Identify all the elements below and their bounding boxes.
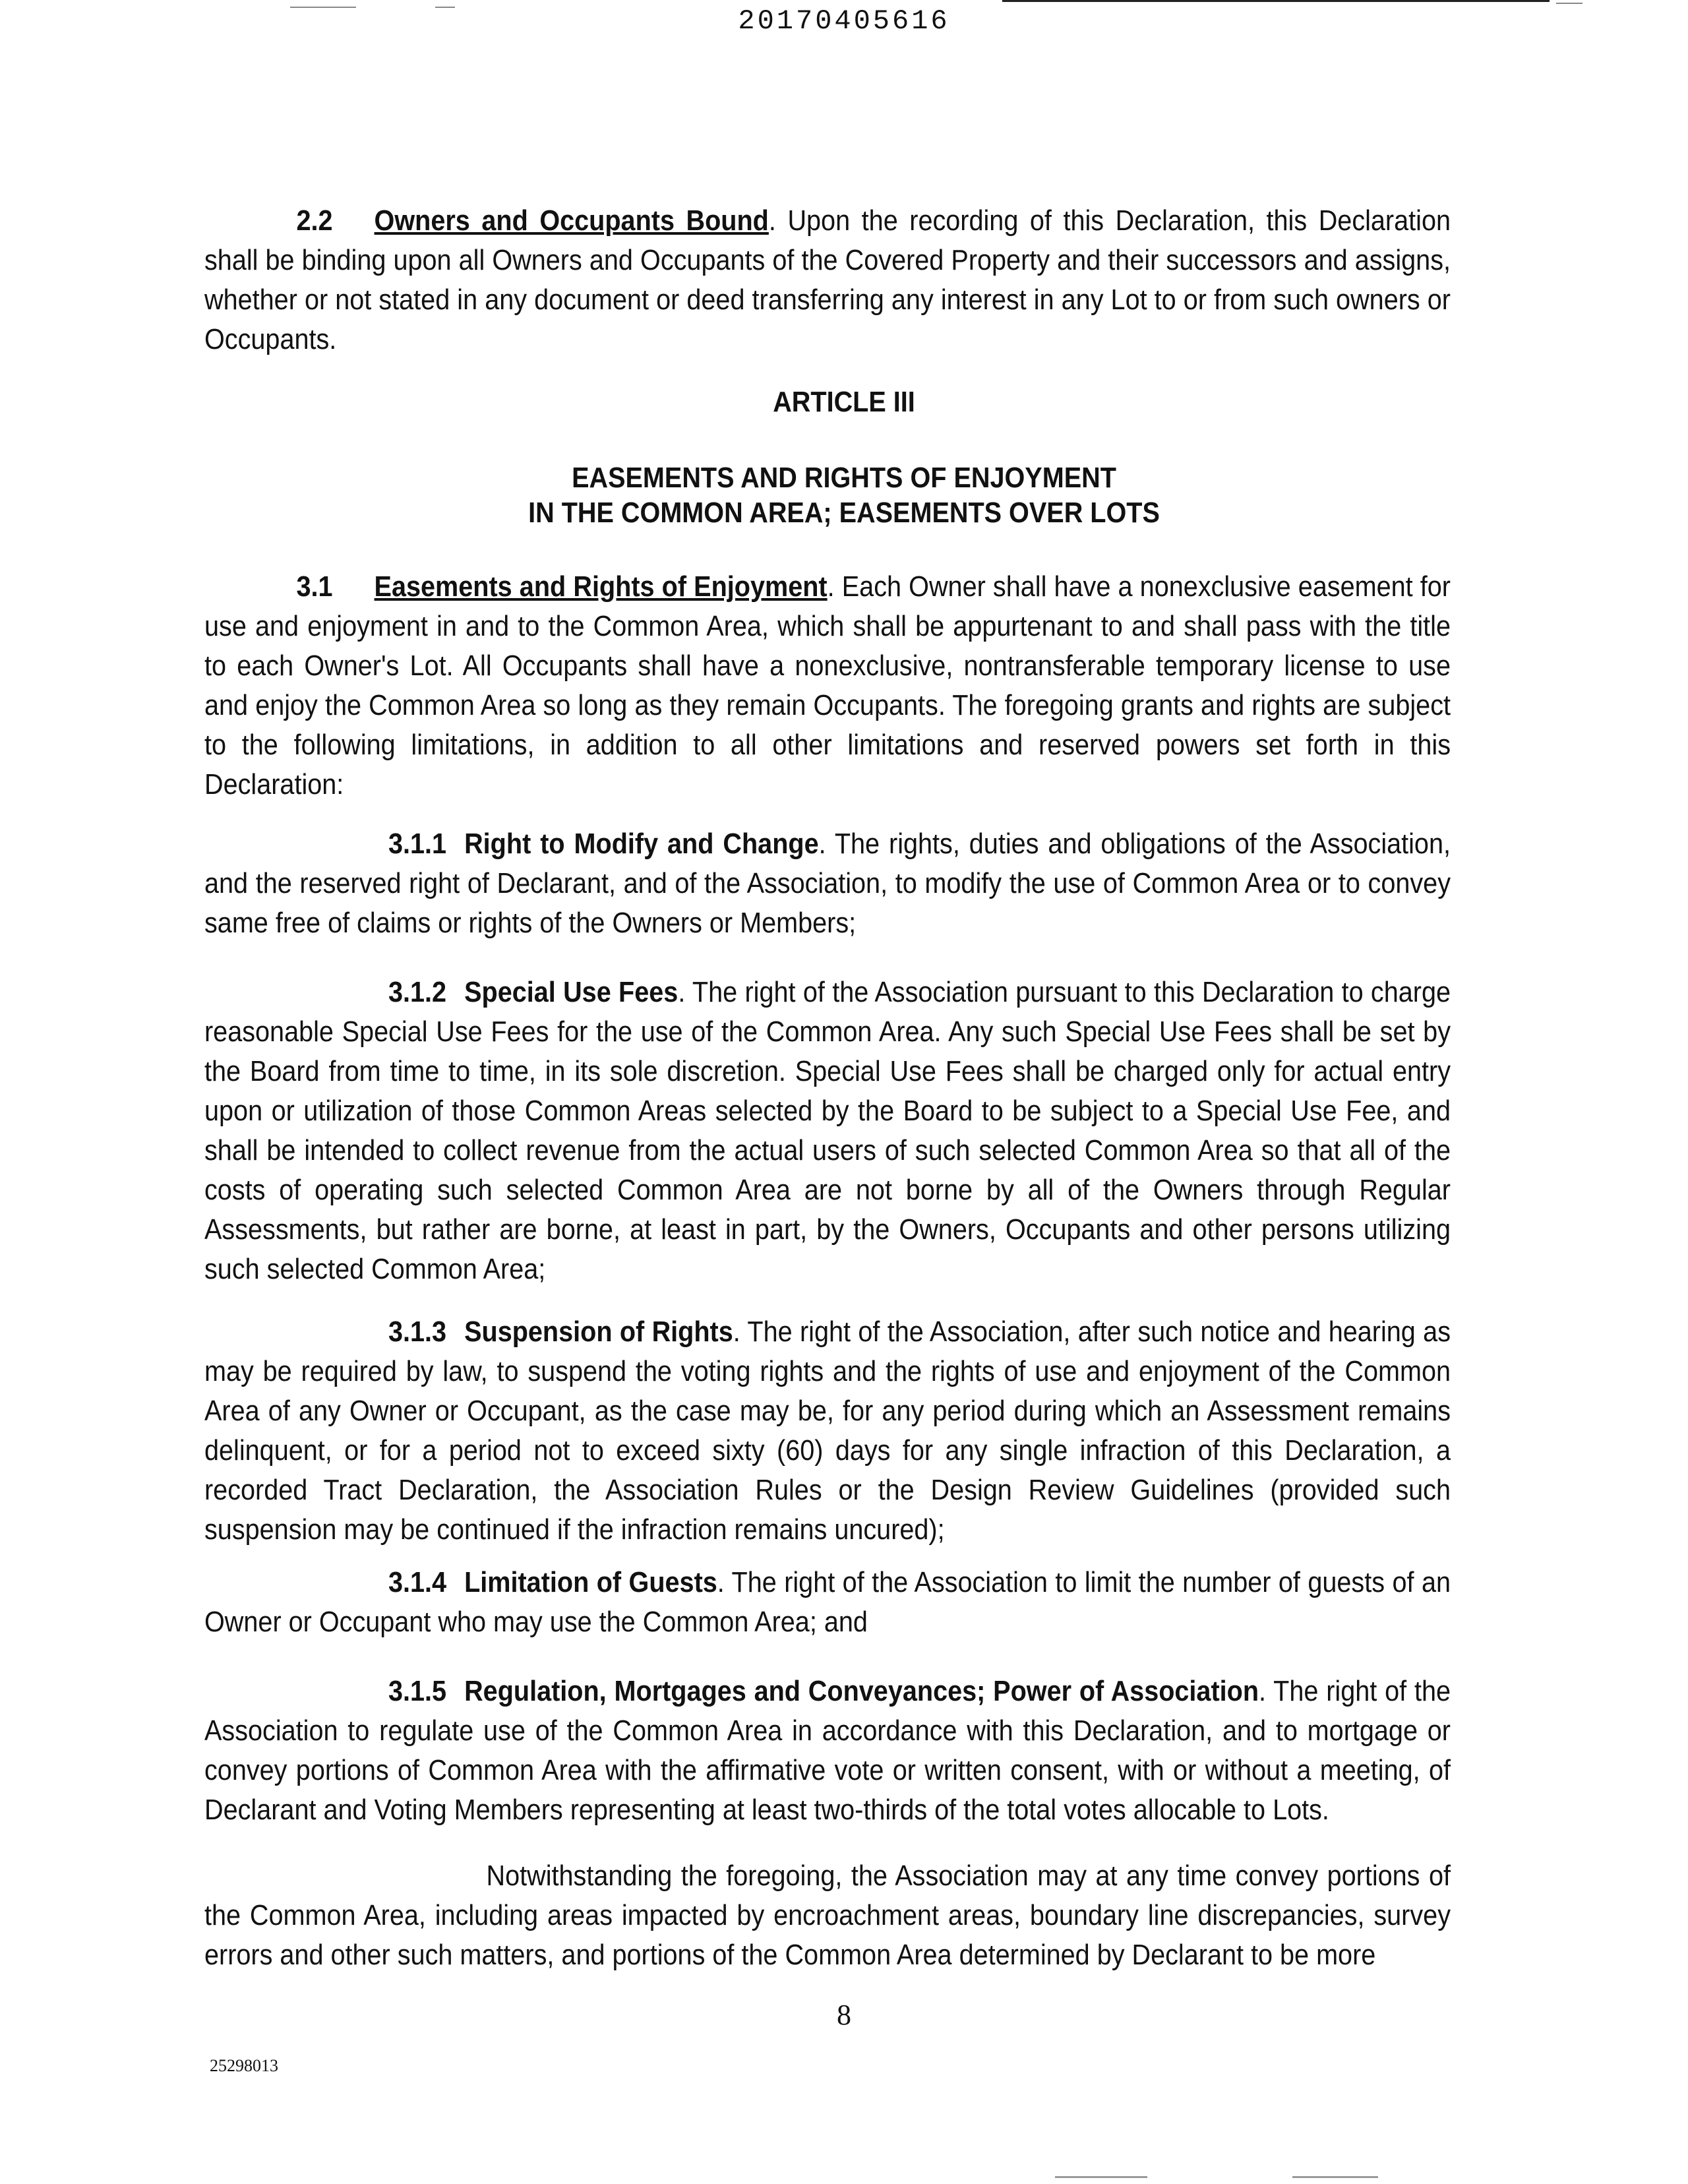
section-3-1 <box>204 567 1451 804</box>
section-3-1-3 <box>204 1312 1451 1550</box>
section-heading: Right to Modify and Change <box>464 828 819 860</box>
article-title-line2: IN THE COMMON AREA; EASEMENTS OVER LOTS <box>528 497 1160 529</box>
section-text: . The right of the Association to limit the number of guests of an Owner or Occupant who may use the Common Area; and <box>204 1566 1451 1638</box>
section-3-1-5 <box>204 1672 1451 1830</box>
footer-code: 25298013 <box>210 2056 278 2075</box>
section-number: 3.1.4 <box>388 1566 447 1598</box>
article-label: ARTICLE III <box>773 386 915 418</box>
section-text: . The rights, duties and obligations of the Association, and the reserved right of Declarant, and of the Association, to modify the use of Common Area or to convey same free of claims or rights of the Owners or Members; <box>204 828 1451 939</box>
section-3-1-1 <box>204 824 1451 943</box>
section-number: 3.1 <box>296 570 333 603</box>
section-text: . Upon the recording of this Declaration, this Declaration shall be binding upon all Owners and Occupants of the Covered Property and their successors and assigns, whether or not stated in any document or deed transferring any interest in any Lot to or from such owners or Occupants. <box>204 204 1451 355</box>
section-heading: Suspension of Rights <box>464 1316 733 1348</box>
section-number: 2.2 <box>296 204 333 237</box>
section-heading: Owners and Occupants Bound <box>374 204 769 237</box>
section-heading: Limitation of Guests <box>464 1566 717 1598</box>
notwithstanding-paragraph <box>204 1856 1451 1975</box>
document-number: 20170405616 <box>738 5 950 37</box>
scan-top-rule <box>1002 0 1550 2</box>
scan-speck <box>1556 3 1582 4</box>
section-text: . The right of the Association, after such notice and hearing as may be required by law, to suspend the voting rights and the rights of use and enjoyment of the Common Area of any Owner or Occupant, as the case may be, for any period during which an Assessment remains delinquent, or for a period not to exceed sixty (60) days for any single infraction of this Declaration, a recorded Tract Declaration, the Association Rules or the Design Review Guidelines (provided such suspension may be continued if the infraction remains uncured); <box>204 1316 1451 1546</box>
scan-speck <box>1055 2176 1147 2178</box>
section-number: 3.1.3 <box>388 1316 447 1348</box>
section-3-1-4 <box>204 1563 1451 1642</box>
section-2-2 <box>204 201 1451 359</box>
scan-speck <box>1292 2176 1378 2178</box>
section-number: 3.1.2 <box>388 976 447 1008</box>
section-text: . The right of the Association to regulate use of the Common Area in accordance with this Declaration, and to mortgage or convey portions of Common Area with the affirmative vote or written consent, with or without a meeting, of Declarant and Voting Members representing at least two-thirds of the total votes allocable to Lots. <box>204 1675 1451 1826</box>
section-heading: Regulation, Mortgages and Conveyances; Power of Association <box>464 1675 1259 1707</box>
section-3-1-2 <box>204 973 1451 1289</box>
section-number: 3.1.1 <box>388 828 447 860</box>
section-number: 3.1.5 <box>388 1675 447 1707</box>
section-heading: Special Use Fees <box>464 976 678 1008</box>
paragraph-text: Notwithstanding the foregoing, the Association may at any time convey portions of the Common Area, including areas impacted by encroachment areas, boundary line discrepancies, survey errors and other such matters, and portions of the Common Area determined by Declarant to be more <box>204 1860 1451 1971</box>
section-heading: Easements and Rights of Enjoyment <box>374 570 828 603</box>
section-text: . The right of the Association pursuant to this Declaration to charge reasonable Special Use Fees for the use of the Common Area. Any such Special Use Fees shall be set by the Board from time to time, in its sole discretion. Special Use Fees shall be charged only for actual entry upon or utilization of those Common Areas selected by the Board to be subject to a Special Use Fee, and shall be intended to collect revenue from the actual users of such selected Common Area so that all of the costs of operating such selected Common Area are not borne by all of the Owners through Regular Assessments, but rather are borne, at least in part, by the Owners, Occupants and other persons utilizing such selected Common Area; <box>204 976 1451 1285</box>
article-title-line1: EASEMENTS AND RIGHTS OF ENJOYMENT <box>572 462 1116 494</box>
page-number: 8 <box>837 1999 851 2031</box>
section-text: . Each Owner shall have a nonexclusive easement for use and enjoyment in and to the Common Area, which shall be appurtenant to and shall pass with the title to each Owner's Lot. All Occupants shall have a nonexclusive, nontransferable temporary license to use and enjoy the Common Area so long as they remain Occupants. The foregoing grants and rights are subject to the following limitations, in addition to all other limitations and reserved powers set forth in this Declaration: <box>204 570 1451 801</box>
